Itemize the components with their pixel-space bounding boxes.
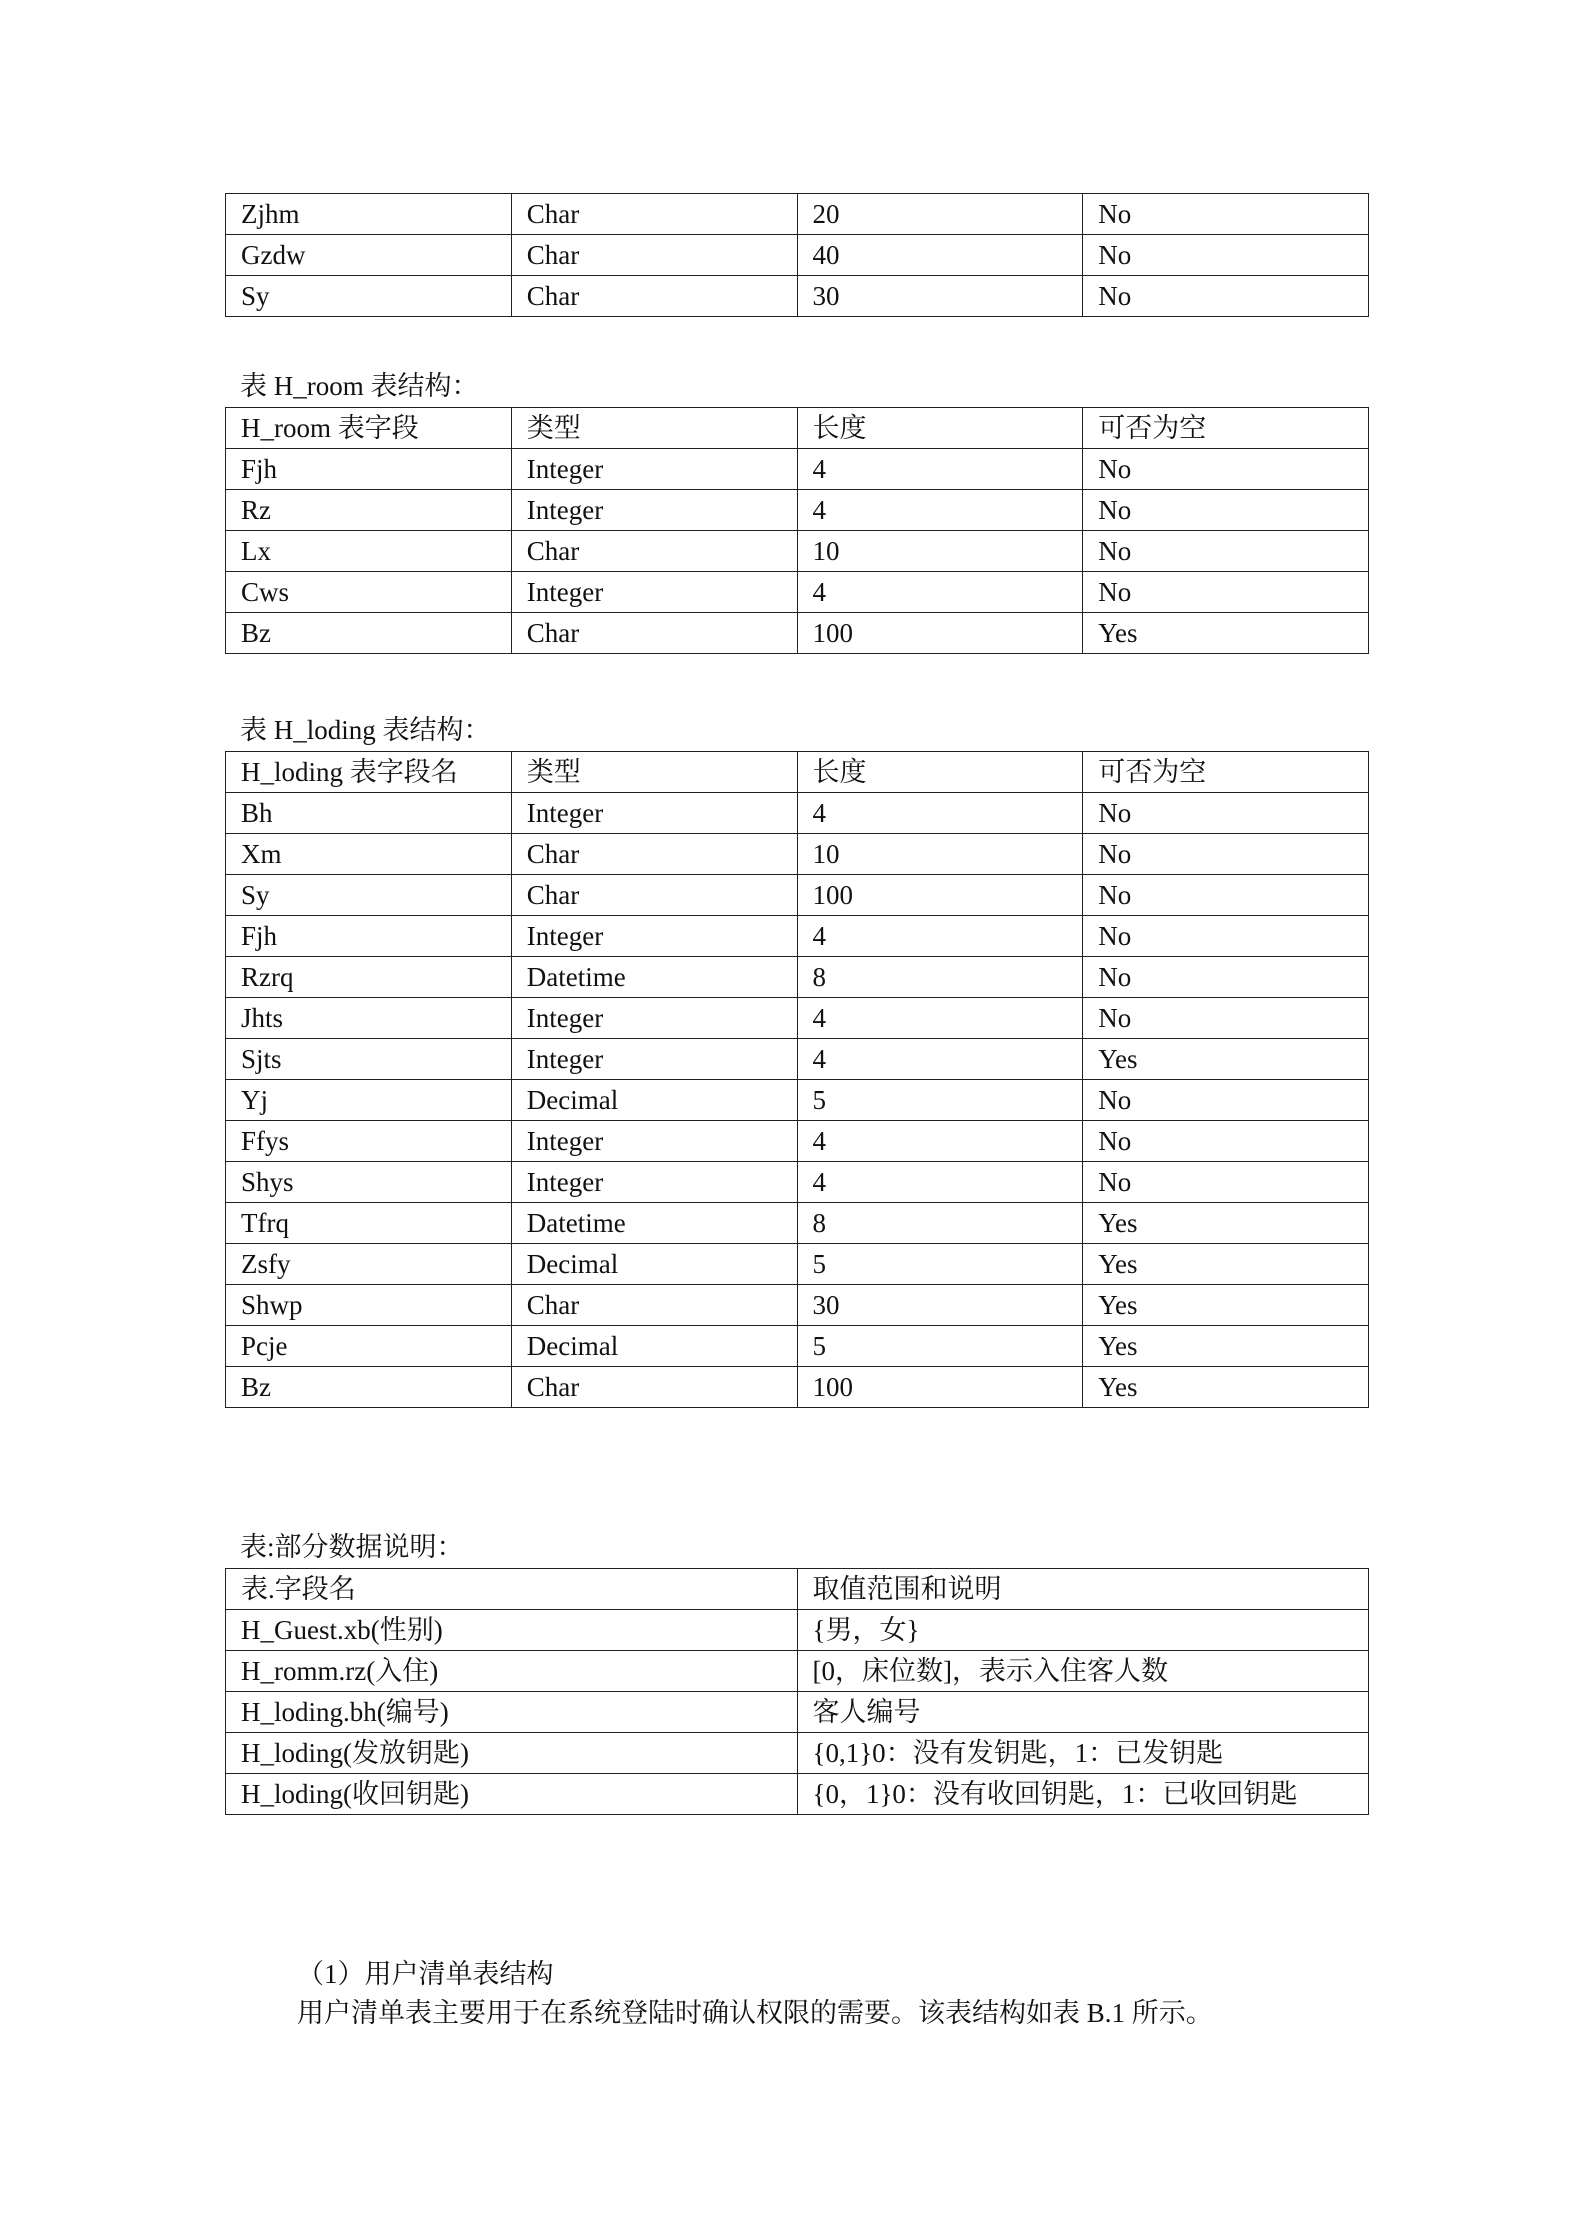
notes-table-caption: 表:部分数据说明： xyxy=(240,1532,464,1562)
type-cell: Integer xyxy=(511,998,797,1039)
field-name-cell: H_Guest.xb(性别) xyxy=(226,1610,798,1651)
table-row xyxy=(226,194,1369,235)
table-header-row xyxy=(226,1569,1369,1610)
type-cell: Char xyxy=(511,531,797,572)
column-header: 取值范围和说明 xyxy=(797,1569,1369,1610)
length-cell: 4 xyxy=(797,793,1083,834)
column-header: 长度 xyxy=(797,408,1083,449)
description-cell: [0，床位数]，表示入住客人数 xyxy=(797,1651,1369,1692)
field-name-cell: Cws xyxy=(226,572,512,613)
type-cell: Integer xyxy=(511,916,797,957)
field-name-cell: Zjhm xyxy=(226,194,512,235)
column-header: 可否为空 xyxy=(1083,408,1369,449)
table-row xyxy=(226,1610,1369,1651)
field-name-cell: Rz xyxy=(226,490,512,531)
table-row xyxy=(226,875,1369,916)
field-name-cell: Ffys xyxy=(226,1121,512,1162)
field-name-cell: Rzrq xyxy=(226,957,512,998)
nullable-cell: No xyxy=(1083,1121,1369,1162)
length-cell: 8 xyxy=(797,1203,1083,1244)
column-header: 可否为空 xyxy=(1083,752,1369,793)
nullable-cell: No xyxy=(1083,793,1369,834)
nullable-cell: No xyxy=(1083,194,1369,235)
nullable-cell: No xyxy=(1083,875,1369,916)
type-cell: Char xyxy=(511,1285,797,1326)
guest-table-continuation xyxy=(225,193,1369,317)
length-cell: 20 xyxy=(797,194,1083,235)
type-cell: Char xyxy=(511,875,797,916)
column-header: 表.字段名 xyxy=(226,1569,798,1610)
table-row xyxy=(226,1651,1369,1692)
column-header: 类型 xyxy=(511,408,797,449)
table-row xyxy=(226,1285,1369,1326)
length-cell: 4 xyxy=(797,449,1083,490)
table-row xyxy=(226,1121,1369,1162)
nullable-cell: No xyxy=(1083,916,1369,957)
type-cell: Char xyxy=(511,1367,797,1408)
length-cell: 40 xyxy=(797,235,1083,276)
type-cell: Char xyxy=(511,834,797,875)
field-name-cell: Shys xyxy=(226,1162,512,1203)
type-cell: Char xyxy=(511,194,797,235)
length-cell: 100 xyxy=(797,875,1083,916)
type-cell: Datetime xyxy=(511,957,797,998)
field-name-cell: Lx xyxy=(226,531,512,572)
type-cell: Decimal xyxy=(511,1326,797,1367)
nullable-cell: No xyxy=(1083,449,1369,490)
field-name-cell: Pcje xyxy=(226,1326,512,1367)
field-name-cell: Yj xyxy=(226,1080,512,1121)
length-cell: 100 xyxy=(797,613,1083,654)
description-cell: {0，1}0：没有收回钥匙，1：已收回钥匙 xyxy=(797,1774,1369,1815)
table-row xyxy=(226,1326,1369,1367)
type-cell: Decimal xyxy=(511,1080,797,1121)
length-cell: 30 xyxy=(797,276,1083,317)
field-name-cell: Bz xyxy=(226,1367,512,1408)
length-cell: 4 xyxy=(797,1121,1083,1162)
nullable-cell: No xyxy=(1083,490,1369,531)
type-cell: Datetime xyxy=(511,1203,797,1244)
description-cell: {男，女} xyxy=(797,1610,1369,1651)
type-cell: Char xyxy=(511,613,797,654)
column-header: H_room 表字段 xyxy=(226,408,512,449)
type-cell: Integer xyxy=(511,572,797,613)
loding-table-caption: 表 H_loding 表结构： xyxy=(240,715,491,745)
nullable-cell: No xyxy=(1083,1162,1369,1203)
table-row xyxy=(226,613,1369,654)
column-header: H_loding 表字段名 xyxy=(226,752,512,793)
table-row xyxy=(226,531,1369,572)
table-row xyxy=(226,1080,1369,1121)
table-row xyxy=(226,572,1369,613)
nullable-cell: Yes xyxy=(1083,613,1369,654)
length-cell: 30 xyxy=(797,1285,1083,1326)
field-name-cell: Zsfy xyxy=(226,1244,512,1285)
description-cell: {0,1}0：没有发钥匙，1：已发钥匙 xyxy=(797,1733,1369,1774)
section-paragraph: 用户清单表主要用于在系统登陆时确认权限的需要。该表结构如表 B.1 所示。 xyxy=(297,1998,1213,2028)
length-cell: 5 xyxy=(797,1326,1083,1367)
field-name-cell: Gzdw xyxy=(226,235,512,276)
nullable-cell: No xyxy=(1083,572,1369,613)
length-cell: 4 xyxy=(797,916,1083,957)
column-header: 类型 xyxy=(511,752,797,793)
nullable-cell: No xyxy=(1083,276,1369,317)
table-row xyxy=(226,1774,1369,1815)
table-row xyxy=(226,276,1369,317)
notes-table xyxy=(225,1568,1369,1815)
table-header-row xyxy=(226,408,1369,449)
room-table-caption: 表 H_room 表结构： xyxy=(240,371,479,401)
nullable-cell: No xyxy=(1083,1080,1369,1121)
type-cell: Integer xyxy=(511,449,797,490)
table-row xyxy=(226,1203,1369,1244)
nullable-cell: Yes xyxy=(1083,1285,1369,1326)
nullable-cell: No xyxy=(1083,531,1369,572)
field-name-cell: Fjh xyxy=(226,916,512,957)
table-row xyxy=(226,1244,1369,1285)
field-name-cell: Sy xyxy=(226,276,512,317)
table-row xyxy=(226,490,1369,531)
nullable-cell: No xyxy=(1083,957,1369,998)
table-row xyxy=(226,1039,1369,1080)
length-cell: 10 xyxy=(797,834,1083,875)
length-cell: 5 xyxy=(797,1244,1083,1285)
length-cell: 100 xyxy=(797,1367,1083,1408)
type-cell: Char xyxy=(511,235,797,276)
loding-table xyxy=(225,751,1369,1408)
length-cell: 4 xyxy=(797,490,1083,531)
field-name-cell: H_loding.bh(编号) xyxy=(226,1692,798,1733)
table-row xyxy=(226,834,1369,875)
table-row xyxy=(226,1692,1369,1733)
length-cell: 10 xyxy=(797,531,1083,572)
type-cell: Integer xyxy=(511,1121,797,1162)
nullable-cell: Yes xyxy=(1083,1203,1369,1244)
table-row xyxy=(226,449,1369,490)
table-header-row xyxy=(226,752,1369,793)
type-cell: Char xyxy=(511,276,797,317)
field-name-cell: Bh xyxy=(226,793,512,834)
type-cell: Integer xyxy=(511,1039,797,1080)
type-cell: Integer xyxy=(511,490,797,531)
table-row xyxy=(226,1162,1369,1203)
column-header: 长度 xyxy=(797,752,1083,793)
type-cell: Integer xyxy=(511,793,797,834)
field-name-cell: Fjh xyxy=(226,449,512,490)
table-row xyxy=(226,998,1369,1039)
nullable-cell: No xyxy=(1083,235,1369,276)
description-cell: 客人编号 xyxy=(797,1692,1369,1733)
length-cell: 4 xyxy=(797,998,1083,1039)
length-cell: 5 xyxy=(797,1080,1083,1121)
field-name-cell: Shwp xyxy=(226,1285,512,1326)
length-cell: 8 xyxy=(797,957,1083,998)
field-name-cell: Jhts xyxy=(226,998,512,1039)
table-row xyxy=(226,1367,1369,1408)
table-row xyxy=(226,235,1369,276)
length-cell: 4 xyxy=(797,1039,1083,1080)
field-name-cell: Sy xyxy=(226,875,512,916)
field-name-cell: H_romm.rz(入住) xyxy=(226,1651,798,1692)
type-cell: Decimal xyxy=(511,1244,797,1285)
length-cell: 4 xyxy=(797,1162,1083,1203)
nullable-cell: No xyxy=(1083,834,1369,875)
nullable-cell: Yes xyxy=(1083,1039,1369,1080)
type-cell: Integer xyxy=(511,1162,797,1203)
field-name-cell: Bz xyxy=(226,613,512,654)
length-cell: 4 xyxy=(797,572,1083,613)
field-name-cell: Sjts xyxy=(226,1039,512,1080)
section-heading: （1）用户清单表结构 xyxy=(297,1959,554,1989)
nullable-cell: No xyxy=(1083,998,1369,1039)
field-name-cell: Xm xyxy=(226,834,512,875)
table-row xyxy=(226,1733,1369,1774)
table-row xyxy=(226,793,1369,834)
nullable-cell: Yes xyxy=(1083,1244,1369,1285)
nullable-cell: Yes xyxy=(1083,1326,1369,1367)
nullable-cell: Yes xyxy=(1083,1367,1369,1408)
room-table xyxy=(225,407,1369,654)
field-name-cell: H_loding(收回钥匙) xyxy=(226,1774,798,1815)
field-name-cell: H_loding(发放钥匙) xyxy=(226,1733,798,1774)
field-name-cell: Tfrq xyxy=(226,1203,512,1244)
table-row xyxy=(226,916,1369,957)
table-row xyxy=(226,957,1369,998)
